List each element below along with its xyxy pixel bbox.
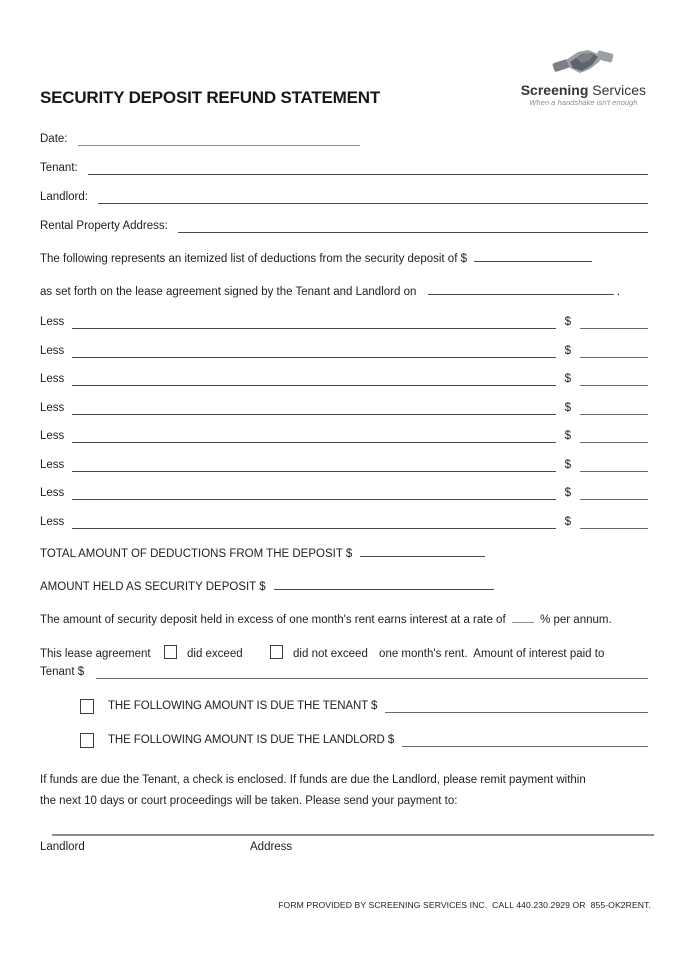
deduction-row: [40, 486, 648, 500]
less-label: Less: [40, 430, 65, 442]
deduction-row: [40, 458, 648, 472]
company-logo: [521, 44, 646, 108]
date-label: Date:: [40, 133, 68, 145]
deduction-amount-line[interactable]: [580, 515, 648, 529]
totals-section: [40, 543, 648, 594]
did-not-exceed-checkbox[interactable]: [270, 645, 283, 659]
intro-line-2-period: .: [616, 286, 620, 298]
interest-paid-row: [40, 665, 648, 679]
fields-section: [40, 132, 648, 233]
date-field-row: [40, 132, 648, 146]
footer-note: FORM PROVIDED BY SCREENING SERVICES INC. CALL 440.230.2929 OR 855-OK2RENT.: [278, 900, 651, 910]
amount-held-row: [40, 576, 648, 594]
landlord-field-row: [40, 190, 648, 204]
did-exceed-label: did exceed: [187, 648, 243, 661]
did-not-exceed-label: did not exceed: [293, 648, 368, 661]
dollar-sign: $: [564, 316, 571, 328]
less-label: Less: [40, 458, 65, 471]
interest-rate-line[interactable]: [512, 609, 534, 623]
deduction-row: [40, 515, 648, 529]
landlord-label: Landlord:: [40, 191, 88, 203]
dollar-sign: $: [564, 344, 571, 357]
landlord-line[interactable]: [98, 190, 648, 204]
date-line[interactable]: [78, 132, 360, 146]
less-label: Less: [40, 487, 65, 499]
deduction-amount-line[interactable]: [580, 315, 648, 329]
intro-section: [40, 248, 648, 299]
deduction-description-line[interactable]: [72, 515, 556, 529]
interest-sentence: [40, 609, 648, 627]
deduction-description-line[interactable]: [72, 429, 556, 443]
dollar-sign: $: [564, 430, 571, 442]
amount-held-line[interactable]: [274, 576, 494, 590]
deduction-description-line[interactable]: [72, 372, 556, 386]
total-deductions-line[interactable]: [360, 543, 485, 557]
due-landlord-amount-line[interactable]: [402, 733, 648, 747]
deduction-row: [40, 401, 648, 415]
deduction-row: [40, 344, 648, 358]
document-page: [0, 34, 693, 956]
total-deductions-row: [40, 543, 648, 561]
deduction-amount-line[interactable]: [580, 429, 648, 443]
deduction-row: [40, 315, 648, 329]
intro-line-1: [40, 248, 648, 266]
signature-landlord-label: Landlord: [40, 841, 85, 854]
deduction-amount-line[interactable]: [580, 372, 648, 386]
tenant-amount-label: Tenant $: [40, 666, 85, 679]
deduction-description-line[interactable]: [72, 458, 556, 472]
payment-instructions-line-2: the next 10 days or court proceedings will be taken. Please send your payment to:: [40, 795, 458, 808]
intro-line-1-text: The following represents an itemized list of deductions from the security deposit of $: [40, 253, 467, 265]
agreement-date-line[interactable]: [428, 281, 614, 295]
due-tenant-amount-line[interactable]: [385, 699, 648, 713]
lease-prefix: This lease agreement: [40, 648, 151, 661]
rental-address-field-row: [40, 219, 648, 233]
less-label: Less: [40, 401, 65, 414]
less-label: Less: [40, 316, 65, 328]
intro-line-2-text: as set forth on the lease agreement signed by the Tenant and Landlord on: [40, 286, 417, 298]
tenant-interest-line[interactable]: [96, 665, 648, 679]
did-exceed-checkbox[interactable]: [164, 645, 177, 659]
deduction-amount-line[interactable]: [580, 458, 648, 472]
header: [40, 34, 648, 108]
less-label: Less: [40, 373, 65, 385]
lease-suffix: one month's rent. Amount of interest paid to: [379, 648, 605, 661]
deduction-description-line[interactable]: [72, 315, 556, 329]
intro-line-2: [40, 281, 648, 299]
lease-exceed-row: [40, 647, 648, 661]
deduction-description-line[interactable]: [72, 344, 556, 358]
deduction-row: [40, 372, 648, 386]
dollar-sign: $: [564, 515, 571, 528]
handshake-icon: [552, 44, 614, 83]
tenant-line[interactable]: [88, 161, 648, 175]
due-landlord-label: THE FOLLOWING AMOUNT IS DUE THE LANDLORD $: [108, 734, 395, 747]
brand-name: [521, 83, 646, 98]
total-deductions-label: TOTAL AMOUNT OF DEDUCTIONS FROM THE DEPOSIT $: [40, 548, 353, 560]
payment-instructions: [40, 770, 648, 812]
deduction-amount-line[interactable]: [580, 486, 648, 500]
deduction-description-line[interactable]: [72, 401, 556, 415]
rental-address-label: Rental Property Address:: [40, 220, 168, 232]
due-tenant-checkbox[interactable]: [80, 699, 94, 714]
deduction-amount-line[interactable]: [580, 401, 648, 415]
dollar-sign: $: [564, 373, 571, 385]
due-tenant-row: [80, 698, 648, 713]
brand-name-regular: Services: [588, 82, 646, 98]
brand-tagline: When a handshake isn't enough: [529, 98, 638, 107]
dollar-sign: $: [564, 401, 571, 414]
brand-name-bold: Screening: [520, 82, 589, 98]
rental-address-line[interactable]: [178, 219, 648, 233]
deductions-section: [40, 315, 648, 529]
tenant-field-row: [40, 161, 648, 175]
tenant-label: Tenant:: [40, 162, 78, 174]
signature-line[interactable]: [52, 834, 654, 836]
due-landlord-checkbox[interactable]: [80, 733, 94, 748]
amount-held-label: AMOUNT HELD AS SECURITY DEPOSIT $: [40, 581, 266, 593]
deposit-amount-line[interactable]: [474, 248, 592, 262]
due-tenant-label: THE FOLLOWING AMOUNT IS DUE THE TENANT $: [108, 700, 378, 713]
payment-instructions-line-1: If funds are due the Tenant, a check is enclosed. If funds are due the Landlord, please remit payment within: [40, 774, 586, 787]
dollar-sign: $: [564, 458, 571, 471]
deduction-amount-line[interactable]: [580, 344, 648, 358]
signature-labels: [40, 840, 648, 854]
signature-address-label: Address: [250, 841, 293, 854]
deduction-row: [40, 429, 648, 443]
due-landlord-row: [80, 732, 648, 747]
signature-section: [40, 834, 648, 854]
page-title: SECURITY DEPOSIT REFUND STATEMENT: [40, 88, 381, 107]
dollar-sign: $: [564, 487, 571, 499]
less-label: Less: [40, 515, 65, 528]
deduction-description-line[interactable]: [72, 486, 556, 500]
less-label: Less: [40, 344, 65, 357]
interest-text-before: The amount of security deposit held in excess of one month's rent earns interest at a rate of: [40, 614, 506, 626]
interest-text-after: % per annum.: [540, 614, 612, 626]
